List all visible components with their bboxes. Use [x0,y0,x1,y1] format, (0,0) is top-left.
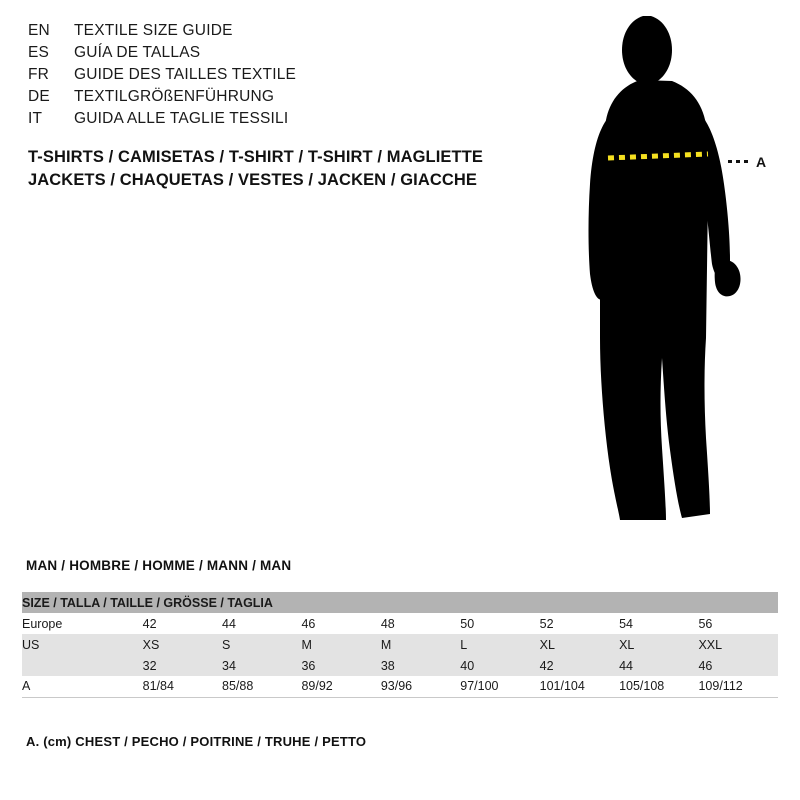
table-section-title: MAN / HOMBRE / HOMME / MANN / MAN [26,558,292,573]
cell: 40 [460,655,539,676]
table-row [22,655,778,676]
language-title: GUIDA ALLE TAGLIE TESSILI [74,110,289,127]
body-silhouette-figure [560,8,790,538]
language-code: EN [28,22,50,39]
cell: 44 [222,613,301,634]
cell: 34 [222,655,301,676]
chest-footnote: A. (cm) CHEST / PECHO / POITRINE / TRUHE / PETTO [26,734,367,749]
language-title: TEXTILE SIZE GUIDE [74,22,233,39]
language-title: TEXTILGRÖßENFÜHRUNG [74,88,275,105]
language-title: GUIDE DES TAILLES TEXTILE [74,66,297,83]
row-label [22,655,143,676]
measure-leader-dots [728,160,752,163]
cell: XL [540,634,619,655]
cell: 97/100 [460,676,539,697]
cell: 44 [619,655,698,676]
cell: 36 [301,655,380,676]
cell: 105/108 [619,676,698,697]
cell: 42 [143,613,222,634]
language-code: ES [28,44,50,61]
cell: S [222,634,301,655]
table-row [22,676,778,697]
cell: 46 [698,655,778,676]
row-label: A [22,676,143,697]
cell: 89/92 [301,676,380,697]
cell: XS [143,634,222,655]
cell: XL [619,634,698,655]
language-code: IT [28,110,43,127]
language-row [28,110,548,132]
cell: M [381,634,460,655]
category-tshirts: T-SHIRTS / CAMISETAS / T-SHIRT / T-SHIRT / MAGLIETTE [28,148,483,166]
language-row [28,66,548,88]
language-code: FR [28,66,50,83]
language-row [28,88,548,110]
silhouette-svg [560,8,790,538]
language-code: DE [28,88,50,105]
cell: 85/88 [222,676,301,697]
cell: L [460,634,539,655]
cell: XXL [698,634,778,655]
language-title: GUÍA DE TALLAS [74,44,201,61]
cell: 38 [381,655,460,676]
cell: 93/96 [381,676,460,697]
cell: 46 [301,613,380,634]
cell: 52 [540,613,619,634]
language-header-block [28,22,548,132]
measure-label-a: A [756,154,767,170]
table-header-label: SIZE / TALLA / TAILLE / GRÖSSE / TAGLIA [22,592,778,613]
cell: 101/104 [540,676,619,697]
cell: 50 [460,613,539,634]
table-row [22,634,778,655]
cell: 42 [540,655,619,676]
category-jackets: JACKETS / CHAQUETAS / VESTES / JACKEN / GIACCHE [28,171,478,189]
cell: M [301,634,380,655]
table-row [22,613,778,634]
cell: 54 [619,613,698,634]
language-row [28,44,548,66]
cell: 56 [698,613,778,634]
language-row [28,22,548,44]
cell: 48 [381,613,460,634]
category-titles [28,146,588,192]
cell: 109/112 [698,676,778,697]
row-label: Europe [22,613,143,634]
cell: 81/84 [143,676,222,697]
size-table [22,592,778,698]
cell: 32 [143,655,222,676]
table-header-row [22,592,778,613]
row-label: US [22,634,143,655]
